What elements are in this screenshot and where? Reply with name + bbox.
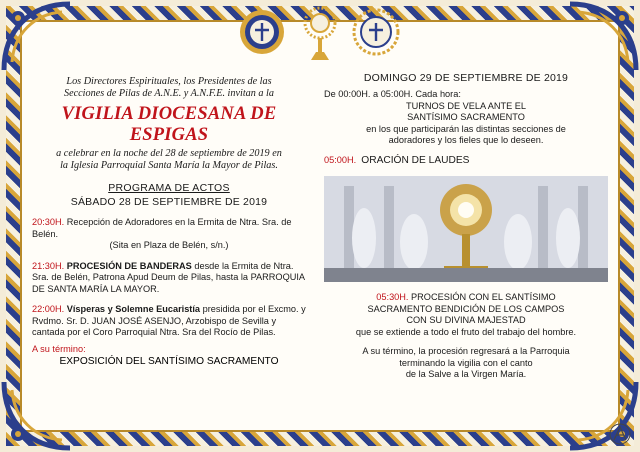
item-time: 22:00H. [32,304,65,314]
corner-ornament-icon [566,0,640,74]
item-text: Recepción de Adoradores en la Ermita de Ntra. Sra. de Belén. [32,217,292,239]
laudes-time: 05:00H. [324,154,357,165]
program-heading: PROGRAMA DE ACTOS [108,182,230,194]
item-time: 21:30H. [32,260,65,271]
item-time: 20:30H. [32,217,65,227]
vela-line: TURNOS DE VELA ANTE EL [406,100,526,111]
closing-line: de la Salve a la Virgen María. [405,369,527,379]
proc-note: que se extiende a todo el fruto del trabajo del hombre. [355,326,577,337]
signature-logo-icon [608,422,632,446]
intro-line: la Iglesia Parroquial Santa María la Mayor de Pilas. [60,160,278,171]
poster-content [32,64,608,434]
program-item [32,304,306,339]
item-text: presidida por el Excmo. y Rvdmo. Sr. D. JUAN JOSÉ ASENJO, Arzobispo de Sevilla y cantada por el Coro Parroquial Ntra. Sra del Rocío de Pilas. [32,304,306,337]
program-item [32,217,306,252]
proc-line: CON SU DIVINA MAJESTAD [406,315,526,325]
intro-line: a celebrar en la noche del 28 de septiembre de 2019 en [56,148,282,159]
procession-block [324,292,608,304]
right-day: DOMINGO 29 DE SEPTIEMBRE DE 2019 [363,72,569,84]
corner-ornament-icon [0,0,74,74]
proc-time: 05:30H. [376,292,409,302]
vela-note: adoradores y los fieles que lo deseen. [388,135,544,145]
vela-line: SANTÍSIMO SACRAMENTO [407,112,525,122]
after-label: A su término: [32,343,86,354]
monstrance-icon [303,6,337,62]
closing-line: A su término, la procesión regresará a la Parroquia [362,346,570,356]
intro-line: Secciones de Pilas de A.N.E. y A.N.F.E. invitan a la [64,88,274,99]
anfe-emblem-icon [352,8,400,56]
intro-subtext [32,148,306,172]
item-note: (Sita en Plaza de Belén, s/n.) [109,240,229,250]
hours-label: De 00:00H. a 05:00H. Cada hora: [324,89,461,99]
item-text: desde la Ermita de Ntra. Sra. de Belén, Patrona Apud Deum de Pilas, hasta la PARROQUIA DE SANTA MARÍA LA MAYOR. [32,260,305,294]
intro-text [32,76,306,100]
item-bold: Vísperas y Solemne Eucaristía [64,304,201,314]
proc-text: PROCESIÓN CON EL SANTÍSIMO [408,292,556,302]
ane-emblem-icon [238,8,286,56]
proc-line: SACRAMENTO BENDICIÓN DE LOS CAMPOS [367,303,565,314]
intro-line: Los Directores Espirituales, los Presidentes de las [66,76,272,87]
left-column [32,64,306,367]
closing-line: terminando la vigilia con el canto [399,357,533,368]
monstrance-photo [324,176,608,282]
program-item [32,261,306,296]
program-day: SÁBADO 28 DE SEPTIEMBRE DE 2019 [70,196,268,208]
laudes-text: ORACIÓN DE LAUDES [361,154,470,166]
after-text: EXPOSICIÓN DEL SANTÍSIMO SACRAMENTO [59,356,279,367]
item-bold: PROCESIÓN DE BANDERAS [64,260,192,271]
right-column [324,64,608,381]
vigilia-title: VIGILIA DIOCESANA DE ESPIGAS [61,104,277,145]
vela-note: en los que participarán las distintas secciones de [366,123,566,134]
